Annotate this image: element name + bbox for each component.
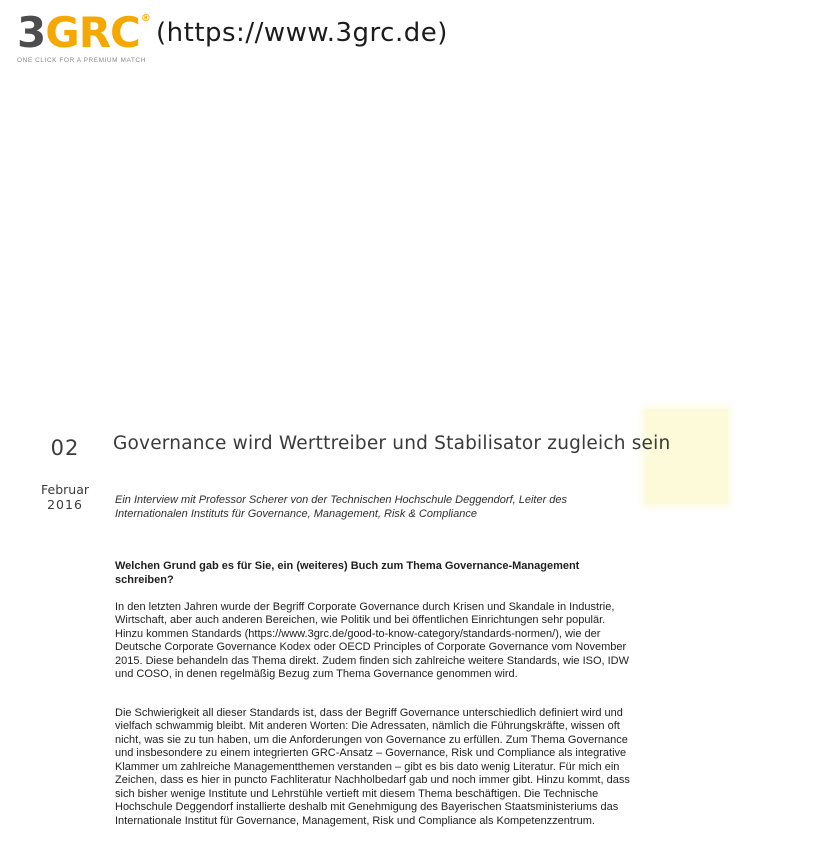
logo-tagline: ONE CLICK FOR A PREMIUM MATCH [17, 57, 146, 64]
interview-question: Welchen Grund gab es für Sie, ein (weiteres) Buch zum Thema Governance-Management schreiben? [115, 560, 580, 586]
date-month: Februar [41, 482, 89, 497]
logo-letters: GRC [45, 8, 140, 57]
logo-number: 3 [17, 8, 46, 57]
article-paragraph-1: In den letzten Jahren wurde der Begriff Corporate Governance durch Krisen und Skandale in Industrie, Wirtschaft, aber auch anderen Bereichen, wie Politik und bei öffentlichen Einrichtungen sehr populär. Hinzu kommen Standards (https://www.3grc.de/good-to-know-category/standards-normen/), wie der Deutsche Corporate Governance Kodex oder OECD Principles of Corporate Governance vom November 2015. Diese behandeln das Thema direkt. Zudem finden sich zahlreiche weitere Standards, wie ISO, IDW und COSO, in denen regelmäßig Bezug zum Thema Governance genommen wird. [115, 601, 630, 681]
date-block [30, 438, 100, 512]
article-title: Governance wird Werttreiber und Stabilisator zugleich sein [113, 433, 671, 454]
article-paragraph-2: Die Schwierigkeit all dieser Standards ist, dass der Begriff Governance unterschiedlich definiert wird und vielfach schwammig bleibt. Mit anderen Worten: Die Adressaten, nämlich die Führungskräfte, wissen oft nicht, was sie zu tun haben, um die Anforderungen von Governance zu erfüllen. Zum Thema Governance und insbesondere zu einem integrierten GRC-Ansatz – Governance, Risk und Compliance als integrative Klammer um zahlreiche Managementthemen verstanden – gibt es bis dato wenig Literatur. Für mich ein Zeichen, dass es hier in puncto Fachliteratur Nachholbedarf gab und noch immer gibt. Hinzu kommt, dass sich bisher wenige Institute und Lehrstühle vertieft mit diesem Thema beschäftigen. Die Technische Hochschule Deggendorf installierte deshalb mit Genehmigung des Bayerischen Staatsministeriums das Internationale Institut für Governance, Management, Risk und Compliance als Kompetenzzentrum. [115, 707, 630, 827]
highlight-box [645, 409, 728, 504]
site-url-link[interactable]: (https://www.3grc.de) [156, 18, 448, 48]
logo-3grc[interactable] [17, 8, 151, 64]
logo-wordmark [17, 8, 151, 57]
article-subtitle: Ein Interview mit Professor Scherer von der Technischen Hochschule Deggendorf, Leiter des Internationalen Instituts für Governance, Management, Risk & Compliance [115, 494, 568, 520]
date-day: 02 [50, 436, 80, 460]
date-year: 2016 [47, 497, 83, 512]
registered-trademark-icon: ® [140, 13, 151, 24]
